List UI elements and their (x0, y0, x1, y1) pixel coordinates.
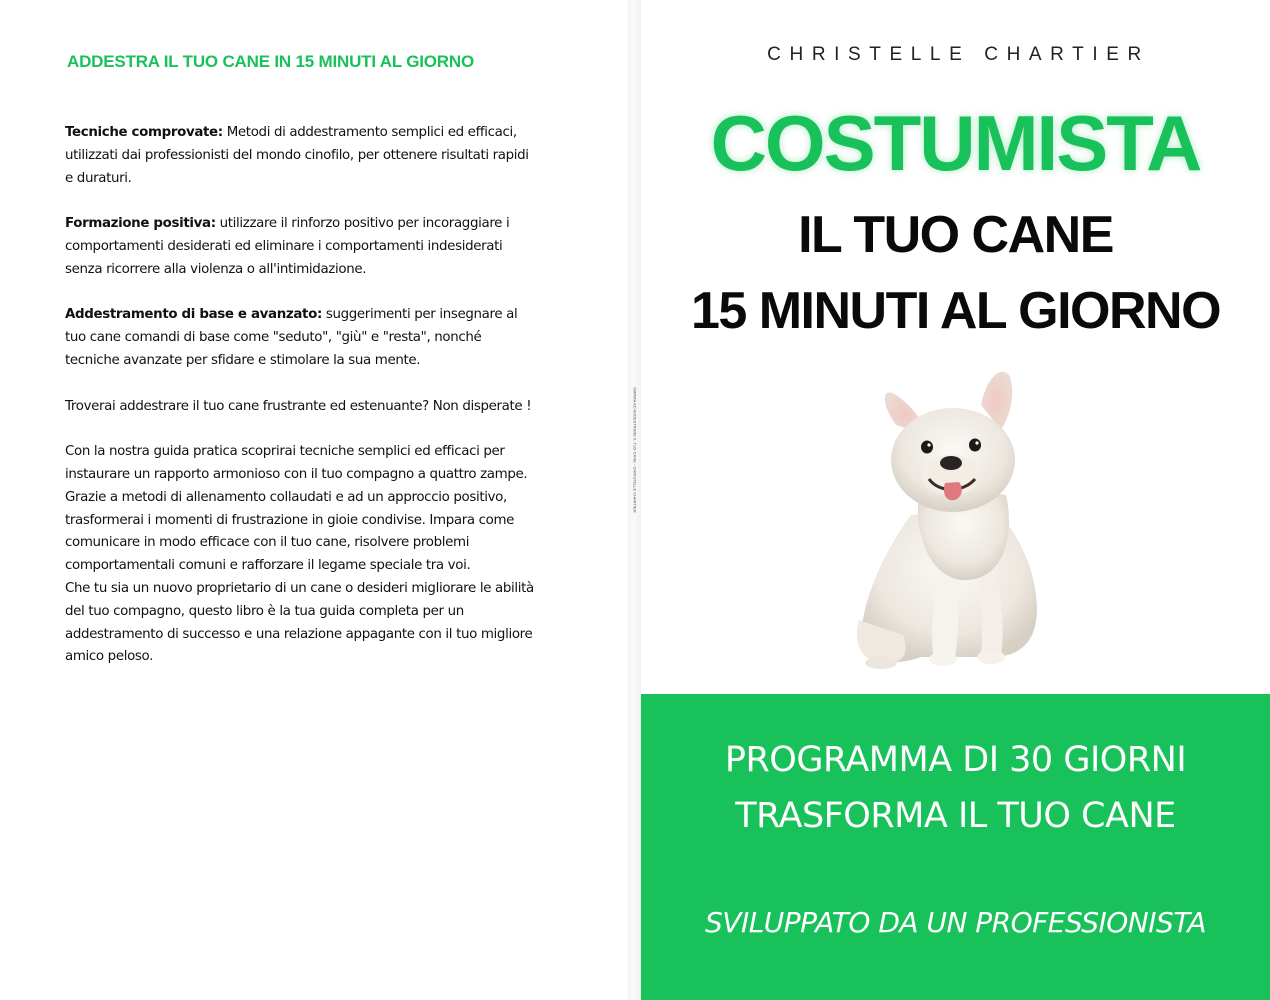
section-text: utilizzare il rinforzo positivo per incoraggiare i comportamenti desiderati ed eliminare i comportamenti indesiderati senza ricorrere alla violenza o all'intimidazione. (65, 216, 510, 277)
question-paragraph: Troverai addestrare il tuo cane frustrante ed estenuante? Non disperate ! (65, 398, 532, 414)
description-paragraph-2: Che tu sia un nuovo proprietario di un cane o desideri migliorare le abilità del tuo compagno, questo libro è la tua guida completa per un addestramento di successo e una relazione appagante con il tuo migliore amico peloso. (65, 580, 534, 665)
author-name: CHRISTELLE CHARTIER (767, 44, 1150, 65)
back-cover-body (65, 122, 535, 669)
program-duration: PROGRAMMA DI 30 GIORNI (724, 740, 1187, 780)
subtitle-line-2: 15 MINUTI AL GIORNO (690, 282, 1221, 340)
section-positive-training (65, 213, 535, 281)
spine-text: IMPARA AD ADDESTRARE IL TUO CANE - CHRISTELLE CHARTIER (632, 387, 638, 513)
french-bulldog-illustration (841, 365, 1061, 675)
professional-tagline: SVILUPPATO DA UN PROFESSIONISTA (705, 906, 1206, 939)
section-heading: Formazione positiva: (65, 216, 216, 232)
section-heading: Addestramento di base e avanzato: (65, 307, 322, 323)
back-cover-title: ADDESTRA IL TUO CANE IN 15 MINUTI AL GIORNO (67, 52, 474, 71)
front-cover (641, 0, 1270, 1000)
section-proven-techniques (65, 122, 535, 190)
back-cover (0, 0, 628, 1000)
section-basic-advanced (65, 304, 535, 372)
section-text: Metodi di addestramento semplici ed efficaci, utilizzati dai professionisti del mondo cinofilo, per ottenere risultati rapidi e duraturi. (65, 125, 529, 186)
section-heading: Tecniche comprovate: (65, 125, 223, 140)
description-paragraph-1: Con la nostra guida pratica scoprirai tecniche semplici ed efficaci per instaurare un rapporto armonioso con il tuo compagno a quattro zampe. Grazie a metodi di allenamento collaudati e ad un approccio positivo, trasformerai i momenti di frustrazione in gioie condivise. Impara come comunicare in modo efficace con il tuo cane, risolvere problemi comportamentali comuni e rafforzare il legame speciale tra voi. (65, 444, 528, 574)
subtitle-line-1: IL TUO CANE (798, 206, 1113, 264)
section-text: suggerimenti per insegnare al tuo cane comandi di base come "seduto", "giù" e "resta", nonché tecniche avanzate per sfidare e stimolare la sua mente. (65, 307, 518, 368)
book-title: COSTUMISTA (710, 99, 1201, 187)
transform-tagline: TRASFORMA IL TUO CANE (735, 796, 1176, 836)
green-promo-band (641, 694, 1270, 1000)
